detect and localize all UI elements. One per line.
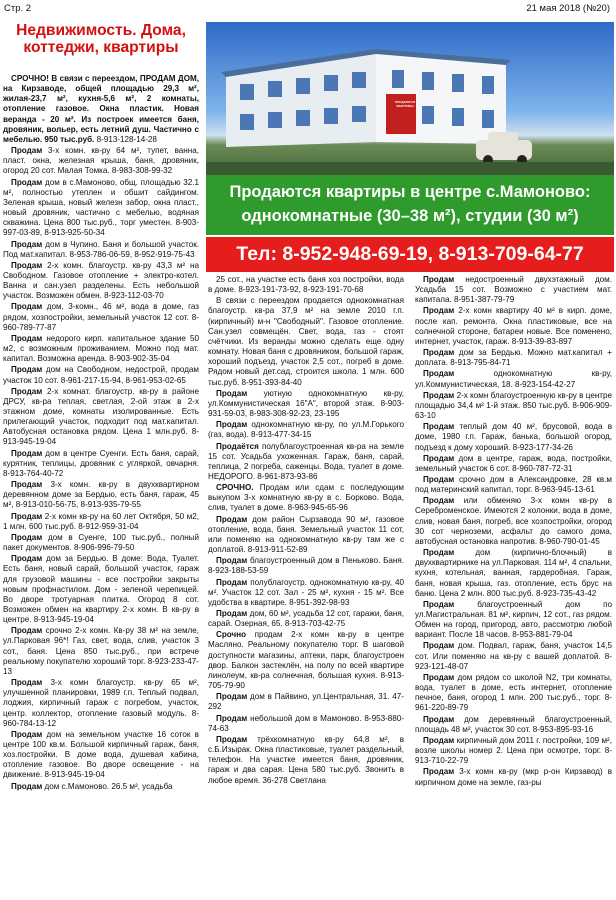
ad-lead: Продам [423, 735, 455, 745]
ad-text: 8-913-128-14-28 [96, 134, 157, 144]
classified-ad [3, 146, 199, 176]
ad-lead: Продам [11, 448, 43, 458]
ad-lead: Продам [11, 511, 43, 521]
ad-text: дом за Бердью. Можно мат.капитал + доплата. 8-913-795-84-71 [415, 348, 612, 368]
classified-ad [415, 496, 612, 547]
ad-lead: Продам [423, 390, 455, 400]
ad-lead: Продам [423, 453, 455, 463]
column-3 [415, 275, 612, 789]
classified-ad [415, 306, 612, 347]
classified-ad [208, 692, 404, 712]
ad-lead: Продам [423, 548, 455, 558]
ad-lead: Продам [11, 554, 43, 564]
ad-lead: Продам [423, 306, 455, 316]
classified-ad [3, 512, 199, 532]
ad-text: дом деревянный благоустроенный, площадь 48 м², участок 30 сот. 8-953-895-93-16 [415, 714, 613, 734]
classified-ad [3, 449, 199, 479]
ad-text: дом в Чупино. Баня и большой участок. Под мат.капитал. 8-953-786-06-59, 8-952-919-75-43 [3, 239, 200, 259]
page-number: Стр. 2 [4, 3, 32, 14]
ad-lead: Продам [11, 532, 43, 542]
column-1 [3, 74, 199, 793]
ad-lead: Продам [216, 388, 248, 398]
ad-lead: Продам [423, 714, 455, 724]
ad-text: полублагоустроенная кв-ра на земле 15 сот. Усадьба ухоженная. Гараж, баня, сарай, теплица, 2 погреба, саженцы. Вода, туалет в доме. НЕДОРОГО. 8-961-873-93-86 [208, 441, 405, 481]
ad-lead: Продам [216, 609, 248, 618]
ad-lead: Продам [216, 734, 248, 744]
ad-lead: Продам [216, 713, 248, 723]
ad-lead: Продам [423, 641, 455, 651]
issue-date: 21 мая 2018 (№20) [526, 3, 610, 14]
classified-ad [208, 609, 404, 629]
classified-ad [3, 261, 199, 302]
classified-ad [415, 736, 612, 766]
classified-ad [415, 715, 612, 735]
classified-ad [3, 178, 199, 239]
classified-ad [3, 782, 199, 792]
classified-ad [415, 600, 612, 641]
ad-lead: Продам [11, 177, 43, 187]
ad-lead: Продам [423, 767, 455, 777]
ad-text: продам 2-х комн кв-ру в центре Масляно. Реальному покупателю торг. В шаговой доступности магазины, аптеки, парк, благоустроен двор. Балкон застеклён, на полу по всей квартире линолеум, кв-ра солнечная, большая кухня. 8-913-705-79-90 [208, 630, 404, 691]
classified-ad [415, 673, 612, 714]
ad-lead: Продам [11, 626, 43, 636]
ad-text: дом в с.Мамоново, общ. площадью 32.1 м², полностью утеплен и обшит сайдингом. Зеленая крыша, новый железн забор, окна пласт., новый дровяник, частично с мебелью, водяная скважина. Цена 800 тыс.руб., торг уместен. 8-903-997-03-89, 8-913-925-50-34 [3, 177, 200, 238]
ad-text: небольшой дом в Мамоново. 8-953-880-74-63 [208, 713, 404, 733]
ad-lead: Продам [11, 365, 43, 375]
ad-text: однокомнатную кв-ру, по ул.М.Горького (газ, вода). 8-913-477-34-15 [208, 420, 404, 440]
ad-text: В связи с переездом продается однокомнатная благоустр. кв-ра 37,9 м² на земле 2010 г.п. (кирпичный) м-н "Свободный". Газовое отопление. Сан.узел совмещён. Свет, вода, газ - стоят счётчики. Из веранды можно сделать еще одну комнату. Новая баня с дровяником, большой гараж, хороший подъезд, участок 2,5 сот., погреб в доме. Рядом новый дет.сад, строится школа. 1 млн. 600 тыс.руб. 8-951-393-84-40 [208, 296, 404, 387]
ad-lead: Продам [216, 420, 248, 430]
ad-lead: СРОЧНО. [216, 483, 254, 493]
classified-ad [415, 548, 612, 599]
ad-text: дом рядом со школой N2, три комнаты, вода, туалет в доме, есть интернет, отопление печное, баня, огород 1 млн. 200 тыс.руб., торг. 8-961-220-89-79 [415, 672, 613, 713]
classified-ad [208, 389, 404, 419]
ad-text: дом (кирпично-блочный) в двухквартирнике на ул.Парковая. 114 м², 4 спальни, кухня, котельная, ванная, гардеробная. Гараж, баня, новая крыша, газ. отопление, есть брус на баню. Цена 2 млн. 800 тыс.руб. 8-923-735-43-42 [415, 548, 613, 598]
ad-lead: Продам [423, 599, 455, 609]
ad-text: дом в Пайвино, ул.Центральная, 31. 47-292 [208, 692, 405, 712]
ad-text: благоустроенный дом по ул.Магистральная. 81 м², кирпич, 12 сот., газ рядом. Обмен на город, пригород, авто, рассмотрю любой вариант. После 18 часов. 8-953-881-79-04 [415, 599, 613, 640]
ad-lead: Продам [216, 577, 248, 587]
ad-text: дом. Подвал, гараж, баня, участок 14,5 сот. Или поменяю на кв-ру с вашей доплатой. 8-923-121-48-07 [415, 641, 613, 671]
classified-ad [415, 454, 612, 474]
classified-ad [208, 578, 404, 608]
classified-ad [208, 420, 404, 440]
ad-text: 2-х комнат. благоустр. кв-ру в районе ДРСУ, кв-ра теплая, светлая, 2-ой этаж в 2-х этажном доме, комнаты изолированные. Есть прилегающий участок, подходит под мат.капитал. Автобусная остановка рядом. Цена 1 млн.руб. 8-913-945-19-04 [3, 386, 200, 447]
classified-ad [3, 533, 199, 553]
classified-ad [208, 483, 404, 513]
ad-lead: Продам [423, 348, 455, 358]
classified-ad [415, 767, 612, 787]
classified-ad [415, 422, 612, 452]
ad-text: однокомнатную кв-ру, ул.Коммунистическая, 18. 8-923-154-42-27 [415, 369, 612, 389]
classified-ad [208, 515, 404, 556]
ad-lead: Продам [11, 146, 43, 156]
ad-lead: Срочно [216, 630, 247, 640]
ad-text: дом в центре Суенги. Есть баня, сарай, курятник, теплицы, дровяник с угляркой, овчарня. 8-913-764-40-72 [3, 448, 200, 478]
classified-ad [3, 302, 199, 332]
ad-text: теплый дом 40 м², брусовой, вода в доме, 1980 г.п. Гараж, банька, большой огород, подъезд к дому хороший. 8-923-177-34-26 [415, 422, 613, 452]
ad-text: недорого кирп. капитальное здание 50 м2, с возможным проживанием. Можно под мат. капитал. Возможна аренда. 8-903-902-35-04 [3, 333, 199, 364]
ad-text: 2-х комн квартиру 40 м² в кирп. доме, после кап. ремонта. Окна пластиковые, все на солнечной стороне, батареи новые. Все поменено, интернет, участок, гараж. 8-913-39-83-897 [415, 306, 612, 346]
classified-ad [208, 442, 404, 483]
ad-lead: Продам [423, 672, 455, 682]
classified-ad [208, 275, 404, 295]
ad-text: кирпичный дом 2011 г. постройки, 109 м², возле школы номер 2. Цена при осмотре, торг. 8-913-710-22-79 [415, 735, 613, 766]
classified-ad [3, 74, 199, 145]
ad-banner [206, 175, 614, 235]
ad-text: 3-х комн. кв-ру в двухквартирном деревянном доме за Бердью, есть баня, гараж, 45 м², 8-913-010-56-75, 8-913-935-79-55 [3, 480, 200, 510]
column-2 [208, 275, 404, 787]
ad-text: недостроенный двухэтажный дом. Усадьба 15 сот. Возможно с участием мат. капитала. 8-951-387-79-79 [415, 275, 612, 305]
classified-ad [415, 641, 612, 671]
ad-text: уютную однокомнатную кв-ру, ул.Коммунистическая 16"А", второй этаж. 8-903-931-59-03, 8-983-308-92-23, 23-195 [208, 388, 405, 419]
ad-lead: Продам [11, 480, 43, 490]
classified-ad [3, 387, 199, 448]
ad-text: благоустроенный дом в Пеньково. Баня. 8-923-188-53-59 [208, 556, 404, 576]
ad-text: дом на Свободном, недострой, продам участок 10 сот. 8-961-217-15-94, 8-961-953-02-65 [3, 365, 199, 385]
classified-ad [3, 334, 199, 364]
banner-line-2: однокомнатные (30–38 м²), студии (30 м²) [241, 207, 579, 225]
ad-text: дом в центре, гараж, вода, постройки, земельный участок 6 сот. 8-960-787-72-31 [415, 453, 612, 473]
classified-ad [3, 480, 199, 510]
classified-ad [3, 678, 199, 729]
ad-lead: Продам [423, 369, 455, 379]
ad-lead: Продам [216, 692, 248, 702]
banner-phone: Тел: 8-952-948-69-19, 8-913-709-64-77 [206, 237, 614, 272]
classified-ad [3, 626, 199, 677]
section-heading: Недвижимость. Дома, коттеджи, квартиры [16, 22, 186, 56]
ad-lead: Продам [423, 496, 455, 506]
ad-lead: Продам [11, 386, 43, 396]
ad-text: дом, 60 м², усадьба 12 сот, гаражи, баня, сарай. Озерная, 65. 8-913-703-42-75 [208, 609, 404, 629]
ad-lead: Продам [11, 333, 43, 343]
ad-text: срочно 2-х комн. Кв-ру 38 м² на земле, ул.Парковая 96*! Газ, свет, вода, слив, участок 3 сот., баня. Цена 850 тыс.руб., при встрече реальному покупателю хороший торг. 8-923-233-47-13 [3, 626, 199, 676]
classified-ad [208, 735, 404, 786]
ad-text: дом за Бердью. В доме: Вода, Туалет. Есть баня, новый сарай, большой участок, гараж для грузовой машины - все постройки закрыты новым профнастилом. Дом - зеленой черепицей. Во дворе тротуарная плитка. Огород 8 сот. Возможен обмен на квартиру 2-х комн. В кв-ру в центре. 8-913-945-19-04 [3, 554, 199, 625]
classified-ad [3, 554, 199, 625]
ad-lead: Продам [11, 260, 43, 270]
ad-lead: Продам [216, 556, 248, 566]
classified-ad [3, 240, 199, 260]
classified-ad [415, 475, 612, 495]
ad-text: 3-х комн кв-ру (мкр р-он Кирзавод) в кирпичном доме на земле, газ-ры [415, 767, 612, 787]
ad-lead: Продам [216, 514, 248, 524]
classified-ad [415, 275, 612, 305]
ad-text: дом район Сырзавода 90 м², газовое отопление, вода, баня. Земельный участок 11 сот, или поменяю на однокомнатную кв-ру там же с доплатой. 8-913-911-52-89 [208, 514, 404, 555]
ad-text: 2-х комн благоустроенную кв-ру в центре площадью 34,4 м² 1-й этаж. 850 тыс.руб. 8-906-909-63-10 [415, 390, 613, 421]
classified-ad [415, 369, 612, 389]
classified-ad [415, 348, 612, 368]
ad-text: 2-х комн. благоустр. кв-ру 43,3 м² на Свободном. Газовое отопление + электро-котел. Ванна и сан.узел разделены. Есть небольшой участок. Возможен обмен. 8-923-112-03-70 [3, 260, 199, 301]
ad-text: или обменяю 3-х комн кв-ру в Сереброменское. Имеются 2 колонки, вода в доме, слив, новая баня, погреб, все хозпостройки, огород 30 сот черноземи, асфальт до самого дома, автобусная остановка напротив. 8-960-790-01-45 [415, 496, 612, 546]
ad-lead: Продам [11, 239, 43, 249]
ad-lead: Продам [11, 678, 43, 688]
ad-text: дом на земельном участке 16 соток в центре 100 кв.м. Большой кирпичный гараж, баня, хоз.постройки. В доме вода, душевая кабина, отопление газовое. Во дворе освещение - на движение. 8-913-945-19-04 [3, 729, 199, 780]
ad-lead: Продам [423, 275, 455, 284]
ad-text: трёхкомнатную кв-ру 64,8 м², в с.Б.Изырак. Окна пластиковые, туалет раздельный, телефон. На участке имеется баня, дровяник, гараж и два сарая. Цена 580 тыс.руб. Звонить в любое время. 36-278 Светлана [208, 734, 405, 785]
classified-ad [3, 730, 199, 781]
ad-lead: Продаётся [216, 441, 259, 451]
classified-ad [415, 391, 612, 421]
ad-lead: Продам [423, 474, 455, 484]
ad-text: дом в Суенге, 100 тыс.руб., полный пакет документов. 8-906-996-79-50 [3, 532, 200, 553]
classified-ad [208, 556, 404, 576]
ad-text: 3-х комн благоустр. кв-ру 65 м², улучшенной планировки, 1989 г.п. Теплый подвал, лоджия, кирпичный гараж с погребом, участок, центр. коллектор, отопление газовый модуль. 8-960-784-13-12 [3, 678, 199, 728]
banner-line-1: Продаются квартиры в центре с.Мамоново: [229, 183, 591, 201]
building-photo [206, 22, 614, 184]
classified-ad [208, 630, 404, 691]
ad-text: 25 сот., на участке есть баня хоз постройки, вода в доме. 8-923-191-73-92, 8-923-191-70-68 [208, 275, 404, 295]
classified-ad [208, 296, 404, 387]
ad-lead: Продам [11, 781, 43, 791]
classified-ad [208, 714, 404, 734]
ad-lead: Продам [423, 422, 455, 432]
ad-text: дом, 3-комн., 46 м², вода в доме, газ рядом, хозпостройки, земельный участок 12 сот. 8-960-789-77-87 [3, 302, 199, 332]
ad-text: Продам или сдам с последующим выкупом 3-х комнатную кв-ру в с. Борково. Вода, слив, туалет в доме. 8-963-945-65-96 [208, 483, 404, 513]
ad-lead: Продам [11, 302, 43, 312]
page-header [0, 0, 616, 16]
sale-sign: ПРОДАЮТСЯ КВАРТИРЫ [395, 100, 415, 108]
ad-text: полублагоустр. однокомнатную кв-ру, 40 м². Участок 12 сот. Зал - 25 м², кухня - 15 м². Все удобства в квартире. 8-951-392-98-93 [208, 577, 404, 607]
ad-text: 3-х комн. кв-ру 64 м², тупет, ванна, пласт. окна, железная крыша, баня, дровяник, огород 20 сот. Малая Томка. 8-983-308-99-32 [3, 146, 199, 176]
ad-lead: Продам [11, 729, 43, 739]
classified-ad [3, 365, 199, 385]
ad-text: срочно дом в Александровке, 28 кв.м под материнский капитал, торг. 8-963-945-13-61 [415, 474, 612, 495]
ad-text: 2-х комн кв-ру на 60 лет Октября, 50 м2, 1 млн. 600 тыс.руб. 8-912-959-31-04 [3, 511, 200, 531]
ad-lead: СРОЧНО! В связи с переездом, ПРОДАМ ДОМ, на Кирзаводе, общей площадью 29,3 м², жилая-23,7 м², кухня-5,6 м², 2 комнаты, отопление газовое. Окна пластик. Новая веранда - 20 м². Из построек имеется баня, дровяник, вольер, есть летний душ. Частично с мебелью. 950 тыс.руб. [3, 74, 199, 144]
ad-text: дом с.Мамоново. 26.5 м², усадьба [44, 781, 173, 791]
